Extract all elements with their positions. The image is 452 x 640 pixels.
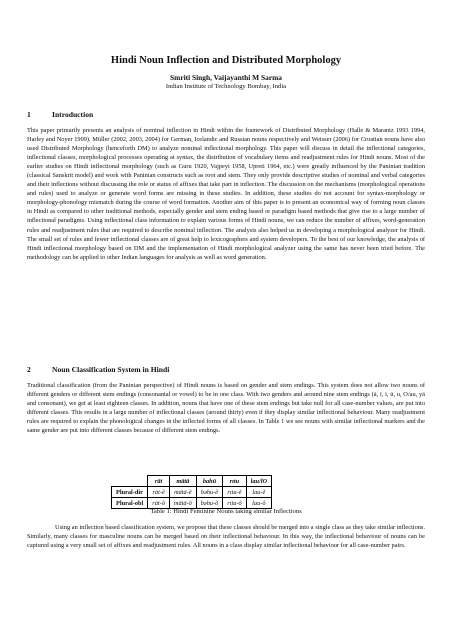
paper-title: Hindi Noun Inflection and Distributed Morphology bbox=[110, 55, 342, 66]
table-cell: lau-ẽ bbox=[246, 487, 271, 498]
table-column-header: rāt bbox=[148, 476, 170, 487]
table-cell: mātā-õ bbox=[169, 498, 196, 509]
table-1 bbox=[111, 475, 272, 509]
table-cell: mātā-ẽ bbox=[169, 487, 196, 498]
section-number: 1 bbox=[27, 110, 31, 119]
table-column-header: bahū bbox=[196, 476, 223, 487]
table-row bbox=[112, 498, 272, 509]
table-cell: lau-õ bbox=[246, 498, 271, 509]
intro-paragraph: This paper primarily presents an analysis of nominal inflection in Hindi within the framework of Distributed Morphology (Halle & Marantz 1993 1994, Harley and Noyer 1999). Müller (2002, 2003, 2004) for German, Icelandic and Russian nouns respectively and Weisser (2006) for Croatian nouns have also used Distributed Morphology (henceforth DM) to analyze nominal inflectional morphology. This paper will discuss in detail the inflectional categories, inflectional classes, morphological processes operating at syntax, the distribution of vocabulary items and readjustment rules for Hindi nouns. Most of the earlier studies on Hindi inflectional morphology (such as Guru 1920, Vajpeyi 1958, Upreti 1964, etc.) were greatly influenced by the Paninian tradition (classical Sanskrit model) and work with Paninian constructs such as root and stem. They only provide descriptive studies of nominal and verbal categories and their inflections without discussing the role or status of affixes that take part in inflection. The discussion on the mechanisms (morphological operations and rules) used to analyze or generate word forms are missing in these studies. In addition, these studies do not account for syntax-morphology or morphology-phonology mismatch during the course of word formation. Another aim of this paper is to present an economical way of forming noun classes in Hindi as compared to other traditional methods, especially gender and stem ending based or paradigm based methods that give rise to a large number of inflectional paradigms. Using inflectional class information to explain various forms of Hindi nouns, we can reduce the number of affixes, word-generation rules and readjustment rules that are required to describe nominal inflection. The analysis also helped us in developing a morphological analyzer for Hindi. The small set of rules and fewer inflectional classes are of great help to lexicographers and system developers. To the best of our knowledge, the analysis of Hindi inflectional morphology based on DM and the implementation of Hindi morphological analyzer using the same has never been tried before. The methodology can be applied to other Indian languages for analysis as well as word generation. bbox=[27, 127, 425, 261]
section-title: Introduction bbox=[52, 110, 94, 119]
table-cell: rıtu-ẽ bbox=[223, 487, 246, 498]
table-caption: Table 1: Hindi Feminine Nouns taking similar Inflections bbox=[150, 508, 302, 515]
closing-paragraph: Using an inflection based classification system, we propose that these classes should be merged into a single class as they take similar inflections. Similarly, many classes for masculine nouns can be merged based on their inflectional behaviour. In this way, the inflectional behaviour of nouns can be captured using a very small set of affixes and readjustment rules. All nouns in a class display similar inflectional behaviour for all case-number pairs. bbox=[27, 524, 425, 550]
section-heading-noun-classification bbox=[27, 365, 169, 374]
classification-paragraph: Traditional classification (from the Paninian perspective) of Hindi nouns is based on gender and stem endings. This system does not allow two nouns of different genders or different stem endings (consonantal or vowel) to be in one class. With two genders and around nine stem endings (ā, ī, i, ū, u, O/au, yā and consonant), we get at least eighteen classes. In addition, nouns that have one of these stem endings but take null for all case-number values, are put into different classes. This results in a large number of inflectional classes (around thirty) even if they display similar inflectional behaviour. Many readjustment rules are required to explain the phonological changes in the inflected forms of all classes. In Table 1 we see nouns with similar inflectional markers and the same gender are put into different classes because of different stem endings. bbox=[27, 382, 425, 435]
table-column-header: rıtu bbox=[223, 476, 246, 487]
section-number: 2 bbox=[27, 365, 31, 374]
table-row-label: Plural-dir bbox=[112, 487, 148, 498]
paper-authors: Smriti Singh, Vaijayanthi M Sarma bbox=[170, 73, 282, 82]
table-cell: rıtu-õ bbox=[223, 498, 246, 509]
table-column-header: lau/lO bbox=[246, 476, 271, 487]
table-corner-cell bbox=[112, 476, 148, 487]
table-column-header: mātā bbox=[169, 476, 196, 487]
table-cell: rāt-ẽ bbox=[148, 487, 170, 498]
table-cell: rāt-õ bbox=[148, 498, 170, 509]
table-cell: bəhu-õ bbox=[196, 498, 223, 509]
table-header-row bbox=[112, 476, 272, 487]
table-row-label: Plural-obl bbox=[112, 498, 148, 509]
section-heading-introduction bbox=[27, 110, 93, 119]
paper-affiliation: Indian Institute of Technology Bombay, India bbox=[165, 83, 287, 90]
section-title: Noun Classification System in Hindi bbox=[52, 365, 170, 374]
table-cell: bəhu-ẽ bbox=[196, 487, 223, 498]
table-row bbox=[112, 487, 272, 498]
